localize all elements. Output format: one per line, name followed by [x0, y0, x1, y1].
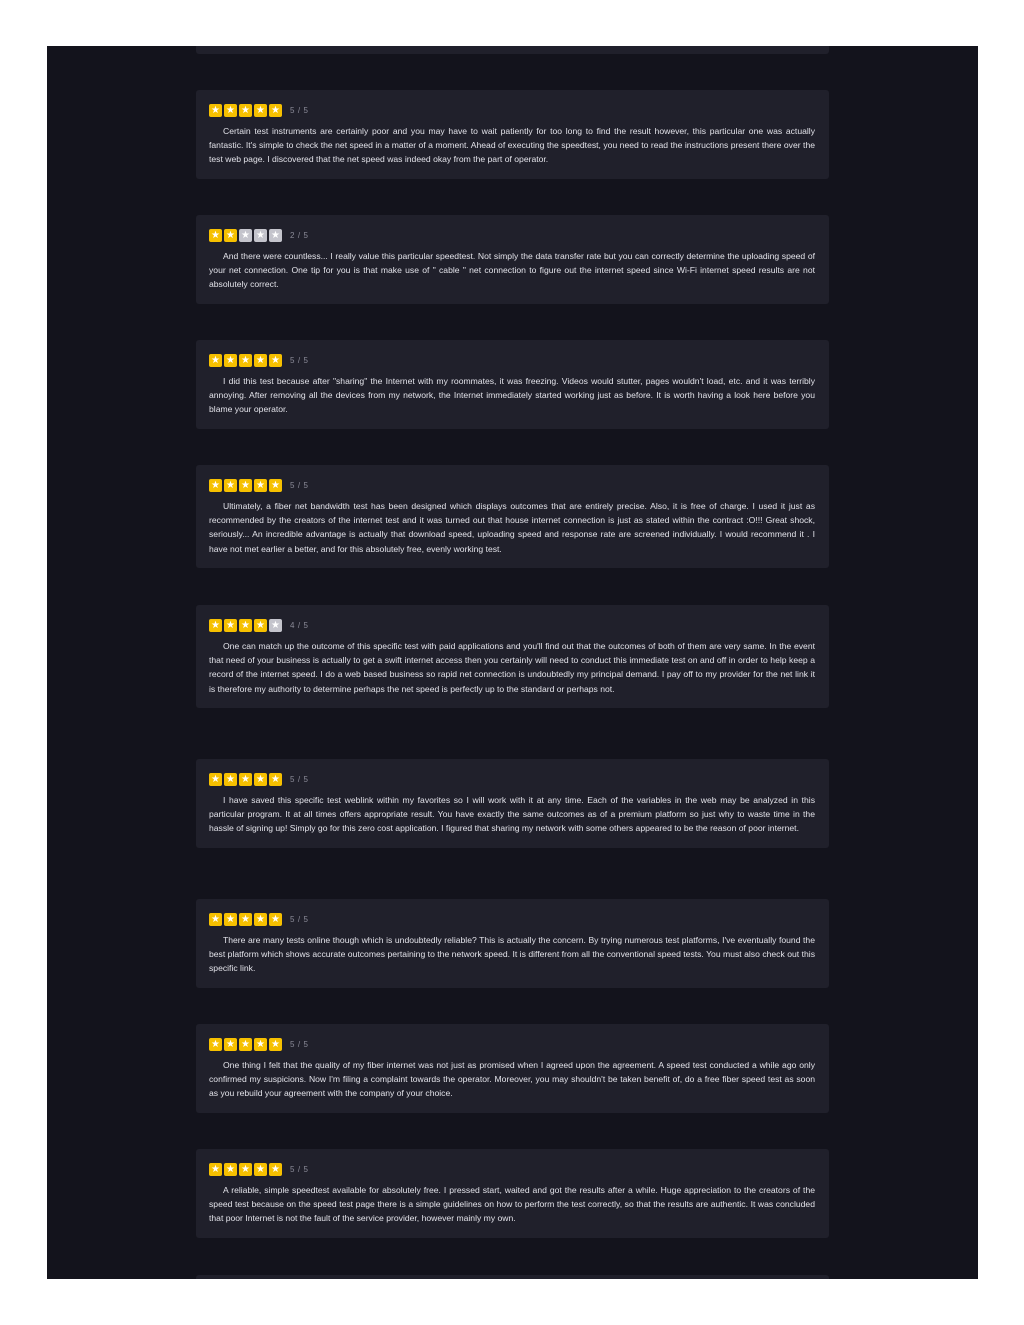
rating-score: 5 / 5	[290, 106, 309, 115]
star-icon: ★	[224, 1038, 237, 1051]
star-icon: ★	[239, 1038, 252, 1051]
star-icon: ★	[209, 229, 222, 242]
rating-row	[209, 104, 815, 117]
review-text: One can match up the outcome of this specific test with paid applications and you'll find out that the outcomes of both of them are very same. In the event that need of your business is actually to get a swift internet access then you certainly will need to conduct this immediate test on and off in order to help keep a record of the internet speed. I do a web based business so rapid net connection is undoubtedly my principal demand. I pay off to my provider for the net link it is therefore my authority to determine perhaps the net speed is perfectly up to the standard or perhaps not.	[209, 641, 815, 694]
review-text: And there were countless... I really value this particular speedtest. Not simply the data transfer rate but you can correctly determine the uploading speed of your net connection. One tip for you is that make use of " cable " net connection to figure out the internet speed since Wi-Fi internet speed results are not absolutely correct.	[209, 251, 815, 290]
review-text: There are many tests online though which is undoubtedly reliable? This is actually the concern. By trying numerous test platforms, I've eventually found the best platform which shows accurate outcomes pertaining to the network speed. It is different from all the conventional speed tests. You must also check out this specific link.	[209, 935, 815, 974]
review-card	[196, 1024, 829, 1113]
star-icon: ★	[239, 913, 252, 926]
star-icon: ★	[254, 1163, 267, 1176]
rating-score: 5 / 5	[290, 915, 309, 924]
review-card	[196, 1149, 829, 1238]
star-icon: ★	[224, 913, 237, 926]
star-icon: ★	[224, 479, 237, 492]
star-icon: ★	[209, 619, 222, 632]
star-icon: ★	[239, 479, 252, 492]
star-icon: ★	[224, 104, 237, 117]
rating-score: 5 / 5	[290, 356, 309, 365]
review-card	[196, 759, 829, 848]
star-rating	[209, 619, 282, 632]
rating-score: 5 / 5	[290, 1040, 309, 1049]
star-icon: ★	[254, 1038, 267, 1051]
rating-row	[209, 479, 815, 492]
star-rating	[209, 1038, 282, 1051]
rating-row	[209, 1038, 815, 1051]
star-rating	[209, 229, 282, 242]
star-icon: ★	[224, 229, 237, 242]
star-icon: ★	[224, 1163, 237, 1176]
star-icon: ★	[224, 619, 237, 632]
star-rating	[209, 913, 282, 926]
rating-score: 5 / 5	[290, 481, 309, 490]
rating-row	[209, 1163, 815, 1176]
star-icon: ★	[209, 1038, 222, 1051]
star-icon: ★	[239, 619, 252, 632]
star-icon: ★	[269, 479, 282, 492]
star-icon: ★	[254, 913, 267, 926]
rating-row	[209, 619, 815, 632]
star-icon: ★	[254, 229, 267, 242]
star-icon: ★	[269, 1163, 282, 1176]
review-text: I have saved this specific test weblink within my favorites so I will work with it at any time. Each of the variables in the web may be analyzed in this particular program. It at all times offers appropriate result. You have exactly the same outcomes as of a premium platform so just why to waste time in the hassle of signing up! Simply go for this zero cost application. I figured that sharing my network with some others appeared to be the reason of poor internet.	[209, 795, 815, 834]
star-icon: ★	[209, 913, 222, 926]
star-icon: ★	[269, 229, 282, 242]
review-card	[196, 215, 829, 304]
reviews-page	[47, 46, 978, 1279]
star-icon: ★	[269, 619, 282, 632]
star-icon: ★	[254, 104, 267, 117]
review-card	[196, 899, 829, 988]
star-icon: ★	[254, 773, 267, 786]
rating-row	[209, 229, 815, 242]
star-icon: ★	[209, 354, 222, 367]
star-icon: ★	[239, 354, 252, 367]
star-rating	[209, 479, 282, 492]
star-icon: ★	[239, 229, 252, 242]
rating-score: 2 / 5	[290, 231, 309, 240]
star-icon: ★	[239, 773, 252, 786]
star-rating	[209, 773, 282, 786]
review-text: Certain test instruments are certainly poor and you may have to wait patiently for too long to find the result however, this particular one was actually fantastic. It's simple to check the net speed in a matter of a moment. Ahead of executing the speedtest, you need to read the instructions present there over the test web page. I discovered that the net speed was indeed okay from the part of operator.	[209, 126, 815, 165]
star-rating	[209, 354, 282, 367]
star-icon: ★	[224, 354, 237, 367]
rating-score: 5 / 5	[290, 1165, 309, 1174]
star-icon: ★	[209, 1163, 222, 1176]
star-icon: ★	[269, 773, 282, 786]
rating-score: 5 / 5	[290, 775, 309, 784]
star-rating	[209, 1163, 282, 1176]
review-card	[196, 605, 829, 708]
star-icon: ★	[254, 479, 267, 492]
review-card-partial-bottom	[196, 1275, 829, 1279]
star-icon: ★	[209, 104, 222, 117]
review-card	[196, 340, 829, 429]
star-icon: ★	[224, 773, 237, 786]
rating-row	[209, 913, 815, 926]
star-icon: ★	[269, 104, 282, 117]
review-text: Ultimately, a fiber net bandwidth test has been designed which displays outcomes that are entirely precise. Also, it is free of charge. I used it just as recommended by the creators of the internet test and it was turned out that house internet connection is just as stated within the contract :O!!! Great shock, seriously... An incredible advantage is actually that download speed, uploading speed and response rate are screened individually. I would recommend it . I have not met earlier a better, and for this absolutely free, evenly working test.	[209, 501, 815, 554]
review-card-partial-top	[196, 46, 829, 54]
star-icon: ★	[239, 104, 252, 117]
star-icon: ★	[254, 619, 267, 632]
rating-row	[209, 354, 815, 367]
star-icon: ★	[239, 1163, 252, 1176]
review-card	[196, 465, 829, 568]
review-text: A reliable, simple speedtest available for absolutely free. I pressed start, waited and got the results after a while. Huge appreciation to the creators of the speed test because on the speed test page there is a simple guidelines on how to perform the test correctly, so that the results are authentic. It was concluded that poor Internet is not the fault of the service provider, however mainly my own.	[209, 1185, 815, 1224]
star-rating	[209, 104, 282, 117]
star-icon: ★	[269, 913, 282, 926]
star-icon: ★	[269, 354, 282, 367]
rating-score: 4 / 5	[290, 621, 309, 630]
star-icon: ★	[209, 773, 222, 786]
rating-row	[209, 773, 815, 786]
star-icon: ★	[254, 354, 267, 367]
star-icon: ★	[269, 1038, 282, 1051]
review-text: One thing I felt that the quality of my fiber internet was not just as promised when I agreed upon the agreement. A speed test conducted a while ago only confirmed my suspicions. Now I'm filing a complaint towards the operator. Moreover, you may shouldn't be taken benefit of, do a free fiber speed test as soon as you rebuild your agreement with the company of your choice.	[209, 1060, 815, 1099]
review-text: I did this test because after "sharing" the Internet with my roommates, it was freezing. Videos would stutter, pages wouldn't load, etc. and it was terribly annoying. After removing all the devices from my network, the Internet immediately started working just as before. It is worth having a look here before you blame your operator.	[209, 376, 815, 415]
star-icon: ★	[209, 479, 222, 492]
review-card	[196, 90, 829, 179]
